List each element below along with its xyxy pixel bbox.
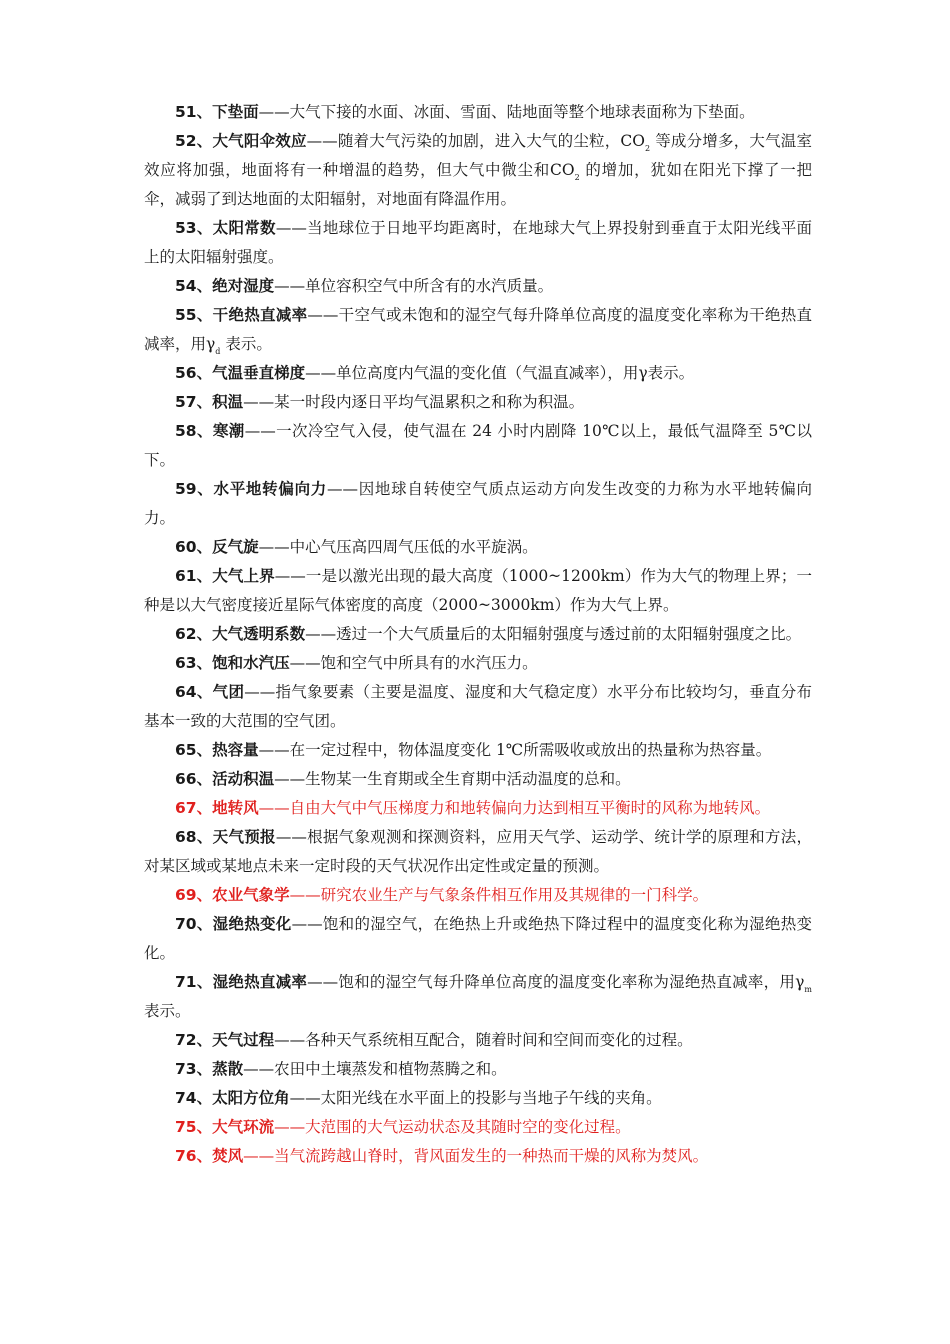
entry-58	[144, 417, 812, 475]
entry-number: 66、	[175, 770, 213, 788]
entry-definition: ——单位容积空气中所含有的水汽质量。	[274, 277, 554, 295]
entry-number: 58、	[175, 422, 213, 440]
entry-number: 74、	[175, 1089, 213, 1107]
subscript: 2	[644, 144, 651, 153]
entry-definition: ——农田中土壤蒸发和植物蒸腾之和。	[243, 1060, 507, 1078]
entry-definition: ——大气下接的水面、冰面、雪面、陆地面等整个地球表面称为下垫面。	[258, 103, 755, 121]
entry-term: 干绝热直减率	[212, 306, 308, 324]
entry-73	[144, 1055, 812, 1084]
entry-term: 气团	[212, 683, 245, 701]
entry-term: 绝对湿度	[212, 277, 275, 295]
entry-definition: ——一是以激光出现的最大高度（1000~1200km）作为大气的物理上界；一种是以大气密度接近星际气体密度的高度（2000~3000km）作为大气上界。	[144, 567, 812, 614]
entry-number: 61、	[175, 567, 213, 585]
entry-number: 68、	[175, 828, 213, 846]
entry-55	[144, 301, 812, 359]
entry-76	[144, 1142, 812, 1171]
entry-number: 64、	[175, 683, 213, 701]
entry-term: 天气过程	[212, 1031, 275, 1049]
entry-definition-part: 表示。	[220, 335, 272, 353]
entry-term: 下垫面	[212, 103, 259, 121]
entry-definition-part: ——饱和的湿空气每升降单位高度的温度变化率称为湿绝热直减率，用γ	[307, 973, 805, 991]
entry-term: 焚风	[212, 1147, 244, 1165]
entry-definition-part: 的增加，犹如在阳光下撑了一把伞，减弱了到达地面的太阳辐射，对地面有降温作用。	[144, 161, 812, 208]
entry-definition: ——饱和空气中所具有的水汽压力。	[289, 654, 538, 672]
entry-number: 69、	[175, 886, 213, 904]
entry-number: 52、	[175, 132, 213, 150]
entry-number: 71、	[175, 973, 213, 991]
entry-definition: ——单位高度内气温的变化值（气温直减率），用γ表示。	[305, 364, 695, 382]
entry-term: 气温垂直梯度	[212, 364, 306, 382]
entry-number: 57、	[175, 393, 213, 411]
entry-definition: ——在一定过程中，物体温度变化 1℃所需吸收或放出的热量称为热容量。	[258, 741, 772, 759]
entry-54	[144, 272, 812, 301]
entry-number: 65、	[175, 741, 213, 759]
entry-definition: ——指气象要素（主要是温度、湿度和大气稳定度）水平分布比较均匀，垂直分布基本一致的大范围的空气团。	[144, 683, 812, 730]
entry-number: 76、	[175, 1147, 213, 1165]
entry-definition: ——太阳光线在水平面上的投影与当地子午线的夹角。	[289, 1089, 662, 1107]
entry-definition: ——某一时段内逐日平均气温累积之和称为积温。	[243, 393, 585, 411]
entry-definition: ——自由大气中气压梯度力和地转偏向力达到相互平衡时的风称为地转风。	[258, 799, 771, 817]
entry-number: 56、	[175, 364, 213, 382]
entry-term: 大气透明系数	[212, 625, 306, 643]
entry-definition-part: 等成分增多，大气温室效应将加强，地面将有一种增温的趋势，但大气中微尘和CO	[144, 132, 812, 179]
entry-71	[144, 968, 812, 1026]
entry-64	[144, 678, 812, 736]
entry-definition: ——透过一个大气质量后的太阳辐射强度与透过前的太阳辐射强度之比。	[305, 625, 802, 643]
subscript: 2	[574, 173, 580, 182]
entry-term: 天气预报	[212, 828, 276, 846]
entry-53	[144, 214, 812, 272]
entry-term: 大气阳伞效应	[212, 132, 307, 150]
entry-number: 62、	[175, 625, 213, 643]
entry-definition: ——中心气压高四周气压低的水平旋涡。	[258, 538, 538, 556]
entry-term: 水平地转偏向力	[213, 480, 327, 498]
entry-number: 51、	[175, 103, 213, 121]
entry-term: 太阳方位角	[212, 1089, 290, 1107]
entry-term: 活动积温	[212, 770, 275, 788]
entry-definition-part: ——随着大气污染的加剧，进入大气的尘粒，CO	[306, 132, 645, 150]
entry-number: 60、	[175, 538, 213, 556]
entry-number: 73、	[175, 1060, 213, 1078]
entry-72	[144, 1026, 812, 1055]
entry-61	[144, 562, 812, 620]
entry-67	[144, 794, 812, 823]
entry-number: 63、	[175, 654, 213, 672]
entry-51	[144, 98, 812, 127]
subscript: m	[804, 985, 812, 994]
entry-term: 大气环流	[212, 1118, 275, 1136]
entry-term: 地转风	[212, 799, 259, 817]
entry-57	[144, 388, 812, 417]
glossary-list	[144, 98, 812, 1171]
subscript: d	[215, 347, 221, 356]
entry-62	[144, 620, 812, 649]
entry-number: 55、	[175, 306, 213, 324]
entry-52	[144, 127, 812, 214]
entry-59	[144, 475, 812, 533]
entry-definition: ——因地球自转使空气质点运动方向发生改变的力称为水平地转偏向力。	[144, 480, 812, 527]
entry-68	[144, 823, 812, 881]
entry-number: 59、	[175, 480, 214, 498]
entry-63	[144, 649, 812, 678]
entry-66	[144, 765, 812, 794]
entry-term: 农业气象学	[212, 886, 290, 904]
entry-number: 67、	[175, 799, 213, 817]
entry-definition: ——当地球位于日地平均距离时，在地球大气上界投射到垂直于太阳光线平面上的太阳辐射强度。	[144, 219, 812, 266]
entry-definition: ——根据气象观测和探测资料，应用天气学、运动学、统计学的原理和方法，对某区域或某地点未来一定时段的天气状况作出定性或定量的预测。	[144, 828, 812, 875]
entry-definition: ——当气流跨越山脊时，背风面发生的一种热而干燥的风称为焚风。	[243, 1147, 709, 1165]
entry-definition-part: 表示。	[144, 1002, 191, 1020]
entry-term: 湿绝热变化	[212, 915, 292, 933]
entry-term: 热容量	[212, 741, 259, 759]
entry-definition: ——大范围的大气运动状态及其随时空的变化过程。	[274, 1118, 631, 1136]
entry-56	[144, 359, 812, 388]
entry-number: 54、	[175, 277, 213, 295]
entry-69	[144, 881, 812, 910]
entry-term: 积温	[212, 393, 244, 411]
entry-term: 反气旋	[212, 538, 259, 556]
entry-definition: ——饱和的湿空气，在绝热上升或绝热下降过程中的温度变化称为湿绝热变化。	[144, 915, 812, 962]
entry-number: 75、	[175, 1118, 213, 1136]
entry-70	[144, 910, 812, 968]
entry-number: 72、	[175, 1031, 213, 1049]
entry-term: 蒸散	[212, 1060, 244, 1078]
entry-term: 太阳常数	[212, 219, 276, 237]
entry-number: 53、	[175, 219, 213, 237]
entry-term: 湿绝热直减率	[212, 973, 308, 991]
entry-definition-part: ——干空气或未饱和的湿空气每升降单位高度的温度变化率称为干绝热直减率，用γ	[144, 306, 812, 353]
entry-definition: ——各种天气系统相互配合，随着时间和空间而变化的过程。	[274, 1031, 693, 1049]
entry-74	[144, 1084, 812, 1113]
entry-75	[144, 1113, 812, 1142]
entry-definition: ——一次冷空气入侵，使气温在 24 小时内剧降 10℃以上，最低气温降至 5℃以下。	[144, 422, 812, 469]
entry-term: 饱和水汽压	[212, 654, 290, 672]
entry-number: 70、	[175, 915, 213, 933]
entry-65	[144, 736, 812, 765]
entry-60	[144, 533, 812, 562]
entry-definition: ——研究农业生产与气象条件相互作用及其规律的一门科学。	[289, 886, 709, 904]
entry-term: 大气上界	[212, 567, 275, 585]
entry-term: 寒潮	[212, 422, 245, 440]
entry-definition: ——生物某一生育期或全生育期中活动温度的总和。	[274, 770, 631, 788]
